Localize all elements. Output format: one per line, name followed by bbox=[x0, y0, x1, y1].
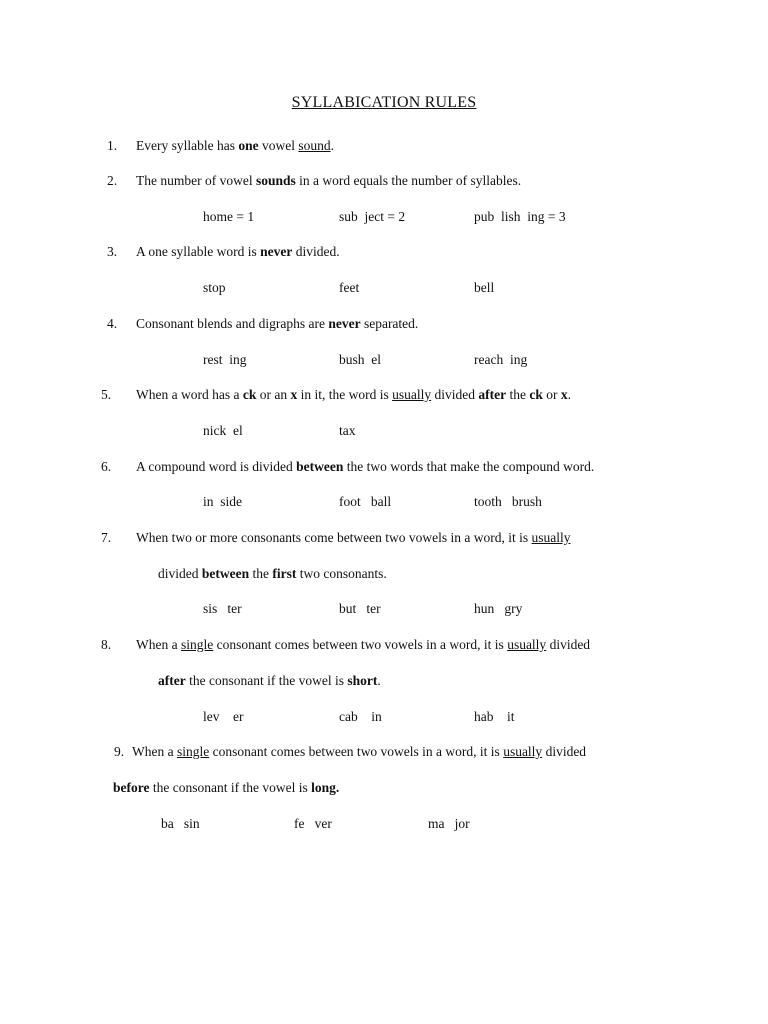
example-word: nick el bbox=[203, 423, 243, 438]
rule-number: 6. bbox=[101, 459, 112, 474]
example-word: stop bbox=[203, 280, 226, 295]
rule-number: 4. bbox=[107, 316, 118, 331]
rule-text: When a bbox=[132, 744, 177, 759]
underlined-text: usually bbox=[507, 637, 547, 652]
rule-text-line bbox=[158, 672, 381, 690]
underlined-text: sound bbox=[298, 138, 331, 153]
rule-number: 2. bbox=[107, 173, 118, 188]
rule-text: A compound word is divided bbox=[136, 459, 297, 474]
rule-text: divided. bbox=[292, 244, 340, 259]
emphasis-text: long. bbox=[311, 780, 340, 795]
example-word: sis ter bbox=[203, 601, 242, 616]
rule-text: A one syllable word is bbox=[136, 244, 261, 259]
example-word: fe ver bbox=[294, 816, 332, 831]
emphasis-text: between bbox=[201, 566, 250, 581]
emphasis-text: between bbox=[296, 459, 344, 474]
rule-text-line bbox=[136, 243, 340, 261]
underlined-text: usually bbox=[531, 530, 571, 545]
emphasis-text: first bbox=[272, 566, 297, 581]
rule-text: Consonant blends and digraphs are bbox=[136, 316, 329, 331]
rule-text-line bbox=[136, 386, 571, 404]
rule-text: separated. bbox=[360, 316, 419, 331]
rule-number: 1. bbox=[107, 138, 118, 153]
rule-number: 5. bbox=[101, 387, 112, 402]
emphasis-text: ck bbox=[242, 387, 257, 402]
rule-text-line bbox=[158, 565, 387, 583]
rule-text: the bbox=[249, 566, 273, 581]
rule-text: or an bbox=[256, 387, 291, 402]
example-word: foot ball bbox=[339, 494, 392, 509]
emphasis-text: x bbox=[560, 387, 568, 402]
rule-text-line bbox=[136, 172, 521, 190]
example-word: reach ing bbox=[474, 352, 528, 367]
emphasis-text: never bbox=[328, 316, 361, 331]
example-word: hun gry bbox=[474, 601, 523, 616]
example-word: hab it bbox=[474, 709, 515, 724]
example-word: bell bbox=[474, 280, 495, 295]
rule-text: . bbox=[377, 673, 381, 688]
rule-text-line bbox=[136, 458, 594, 476]
rule-text-line bbox=[136, 137, 334, 155]
example-word: home = 1 bbox=[203, 209, 255, 224]
emphasis-text: before bbox=[113, 780, 150, 795]
rule-text: the consonant if the vowel is bbox=[149, 780, 312, 795]
underlined-text: usually bbox=[503, 744, 543, 759]
rule-text: the bbox=[506, 387, 530, 402]
rule-text-line bbox=[136, 529, 571, 547]
emphasis-text: ck bbox=[529, 387, 543, 402]
example-word: lev er bbox=[203, 709, 244, 724]
rule-text: divided bbox=[542, 744, 587, 759]
example-word: rest ing bbox=[203, 352, 247, 367]
rule-text: . bbox=[567, 387, 571, 402]
rule-text: two consonants. bbox=[296, 566, 387, 581]
rule-text-line bbox=[113, 779, 339, 797]
rule-number: 3. bbox=[107, 244, 118, 259]
rule-text: When a bbox=[136, 637, 181, 652]
rule-text: When two or more consonants come between two vowels in a word, it is bbox=[136, 530, 532, 545]
example-word: cab in bbox=[339, 709, 382, 724]
example-word: tooth brush bbox=[474, 494, 542, 509]
rule-text: divided bbox=[546, 637, 591, 652]
rule-text: divided bbox=[158, 566, 202, 581]
rule-text-line bbox=[136, 636, 590, 654]
example-word: pub lish ing = 3 bbox=[474, 209, 566, 224]
emphasis-text: after bbox=[158, 673, 186, 688]
rule-text: The number of vowel bbox=[136, 173, 256, 188]
page-title: SYLLABICATION RULES bbox=[291, 94, 477, 111]
rule-text: When a word has a bbox=[136, 387, 243, 402]
example-word: sub ject = 2 bbox=[339, 209, 406, 224]
rule-text: the two words that make the compound word. bbox=[343, 459, 595, 474]
example-word: tax bbox=[339, 423, 356, 438]
example-word: feet bbox=[339, 280, 360, 295]
rule-text: in it, the word is bbox=[297, 387, 393, 402]
emphasis-text: one bbox=[238, 138, 259, 153]
example-word: ma jor bbox=[428, 816, 470, 831]
rule-text-line bbox=[136, 315, 418, 333]
emphasis-text: x bbox=[290, 387, 298, 402]
rule-text: Every syllable has bbox=[136, 138, 239, 153]
rule-text: consonant comes between two vowels in a word, it is bbox=[213, 637, 508, 652]
emphasis-text: never bbox=[260, 244, 293, 259]
rule-number: 7. bbox=[101, 530, 112, 545]
rule-text: divided bbox=[431, 387, 479, 402]
underlined-text: single bbox=[176, 744, 210, 759]
underlined-text: usually bbox=[392, 387, 432, 402]
emphasis-text: short bbox=[347, 673, 378, 688]
rule-text: the consonant if the vowel is bbox=[185, 673, 348, 688]
rule-number: 9. bbox=[114, 744, 125, 759]
example-word: bush el bbox=[339, 352, 381, 367]
example-word: but ter bbox=[339, 601, 381, 616]
emphasis-text: after bbox=[478, 387, 507, 402]
underlined-text: single bbox=[180, 637, 214, 652]
rule-text: consonant comes between two vowels in a word, it is bbox=[209, 744, 504, 759]
rule-text-line bbox=[132, 743, 586, 761]
rule-text: . bbox=[330, 138, 334, 153]
emphasis-text: sounds bbox=[255, 173, 296, 188]
rule-text: vowel bbox=[258, 138, 299, 153]
rule-text: in a word equals the number of syllables. bbox=[295, 173, 522, 188]
rule-number: 8. bbox=[101, 637, 112, 652]
example-word: ba sin bbox=[161, 816, 200, 831]
rule-text: or bbox=[542, 387, 561, 402]
example-word: in side bbox=[203, 494, 242, 509]
